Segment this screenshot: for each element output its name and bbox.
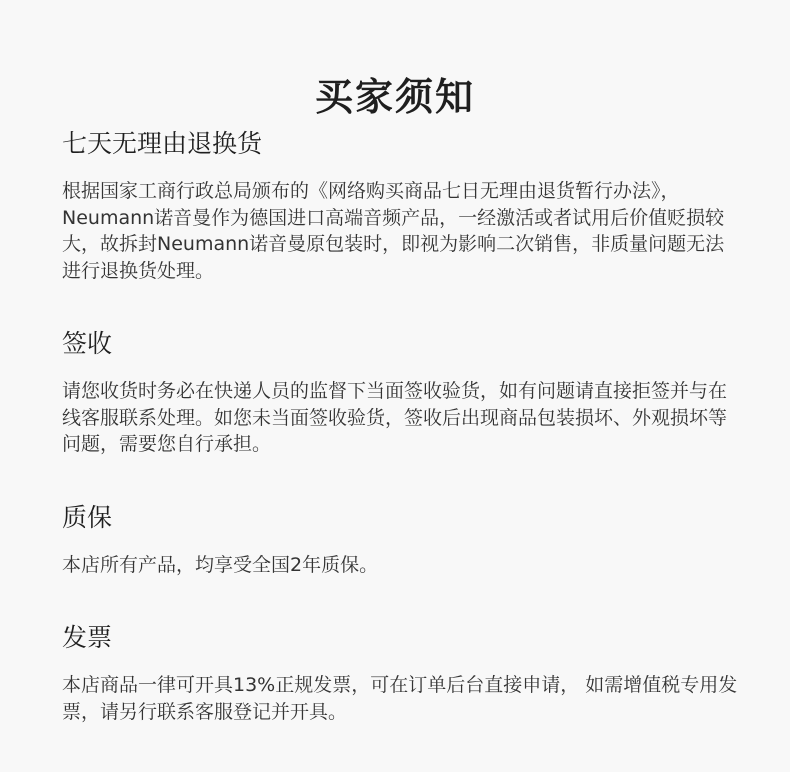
section-heading-invoice: 发票 [62, 623, 113, 652]
page-title: 买家须知 [314, 75, 475, 120]
section-body-warranty: 本店所有产品，均享受全国2年质保。 [62, 554, 379, 576]
section-signing [62, 328, 742, 458]
section-heading-warranty: 质保 [62, 503, 113, 532]
section-body-invoice: 本店商品一律可开具13%正规发票，可在订单后台直接申请， 如需增值税专用发票，请另行联系客服登记并开具。 [62, 674, 738, 723]
section-heading-signing: 签收 [62, 329, 113, 358]
section-invoice [62, 622, 742, 725]
section-heading-returns: 七天无理由退换货 [62, 129, 263, 158]
section-body-signing: 请您收货时务必在快递人员的监督下当面签收验货，如有问题请直接拒签并与在线客服联系处理。如您未当面签收验货，签收后出现商品包装损坏、外观损坏等问题，需要您自行承担。 [62, 380, 728, 455]
section-body-returns: 根据国家工商行政总局颁布的《网络购买商品七日无理由退货暂行办法》，Neumann诺音曼作为德国进口高端音频产品，一经激活或者试用后价值贬损较大，故拆封Neumann诺音曼原包装时，即视为影响二次销售，非质量问题无法进行退换货处理。 [62, 180, 725, 282]
section-warranty [62, 502, 742, 579]
section-seven-day-returns [62, 128, 742, 284]
